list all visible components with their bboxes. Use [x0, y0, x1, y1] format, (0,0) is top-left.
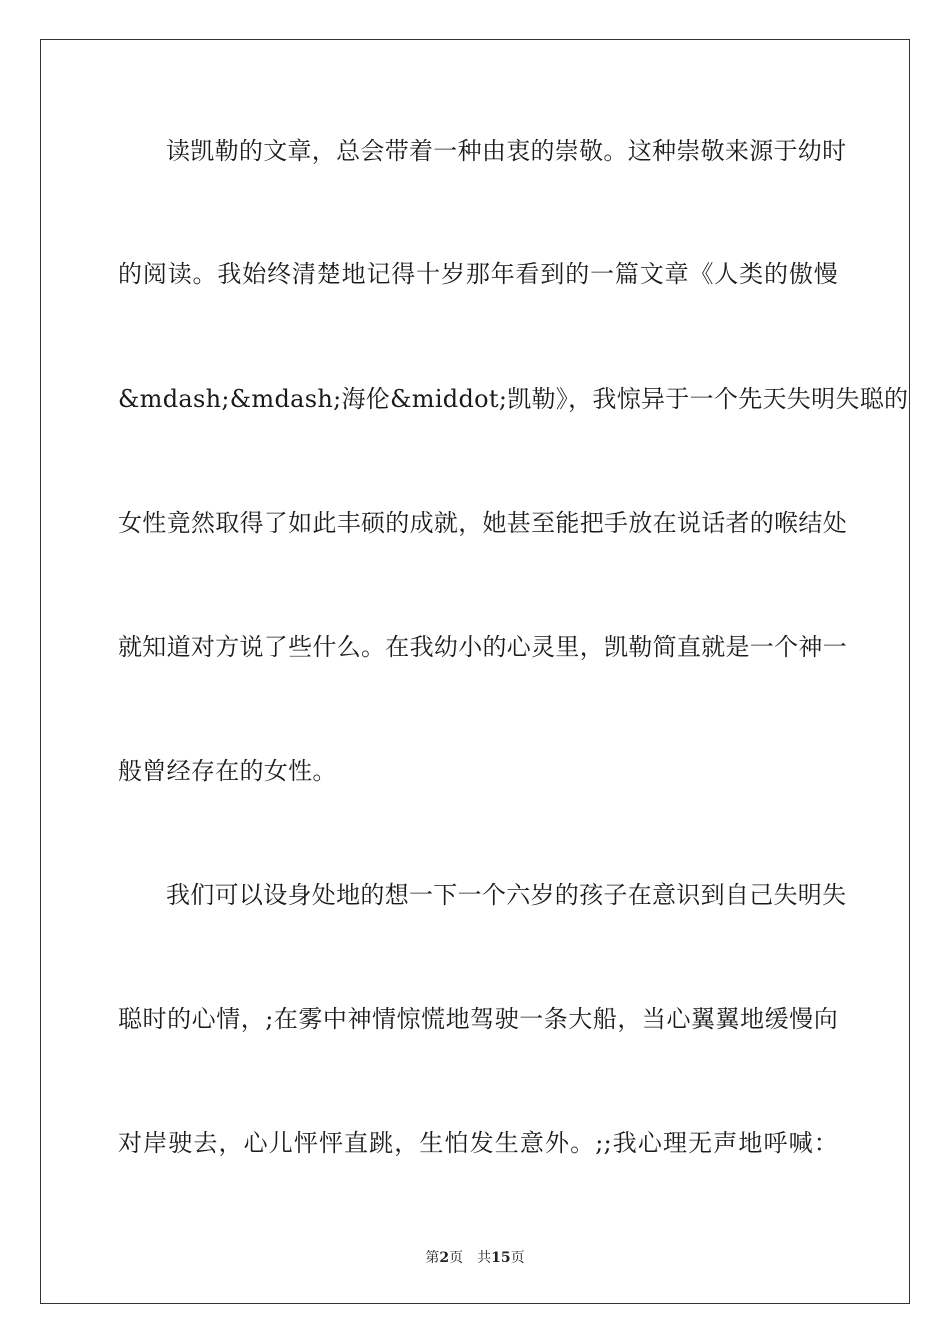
paragraph-1-line-5: 就知道对方说了些什么。在我幼小的心灵里，凯勒简直就是一个神一	[118, 633, 847, 661]
paragraph-2-line-1: 我们可以设身处地的想一下一个六岁的孩子在意识到自己失明失	[166, 881, 847, 909]
paragraph-2-line-3: 对岸驶去，心儿怦怦直跳，生怕发生意外。;;我心理无声地呼喊：	[118, 1129, 838, 1157]
footer-total-suffix: 页	[510, 1250, 525, 1266]
paragraph-1-line-6: 般曾经存在的女性。	[118, 757, 337, 785]
footer-page-number: 2	[439, 1250, 450, 1266]
footer-page-suffix: 页	[449, 1250, 464, 1266]
footer-page-prefix: 第	[425, 1250, 440, 1266]
paragraph-2-line-2: 聪时的心情，;在雾中神情惊慌地驾驶一条大船，当心翼翼地缓慢向	[118, 1005, 838, 1033]
paragraph-1-line-4: 女性竟然取得了如此丰硕的成就，她甚至能把手放在说话者的喉结处	[118, 509, 847, 537]
page-border	[40, 39, 910, 1304]
footer-total-prefix: 共	[477, 1250, 492, 1266]
footer-total-pages: 15	[491, 1250, 511, 1266]
paragraph-1-line-3: &mdash;&mdash;海伦&middot;凯勒》，我惊异于一个先天失明失聪的	[118, 385, 909, 413]
page-footer	[0, 1247, 950, 1267]
paragraph-1-line-1: 读凯勒的文章，总会带着一种由衷的崇敬。这种崇敬来源于幼时	[166, 137, 847, 165]
paragraph-1-line-2: 的阅读。我始终清楚地记得十岁那年看到的一篇文章《人类的傲慢	[118, 260, 838, 288]
